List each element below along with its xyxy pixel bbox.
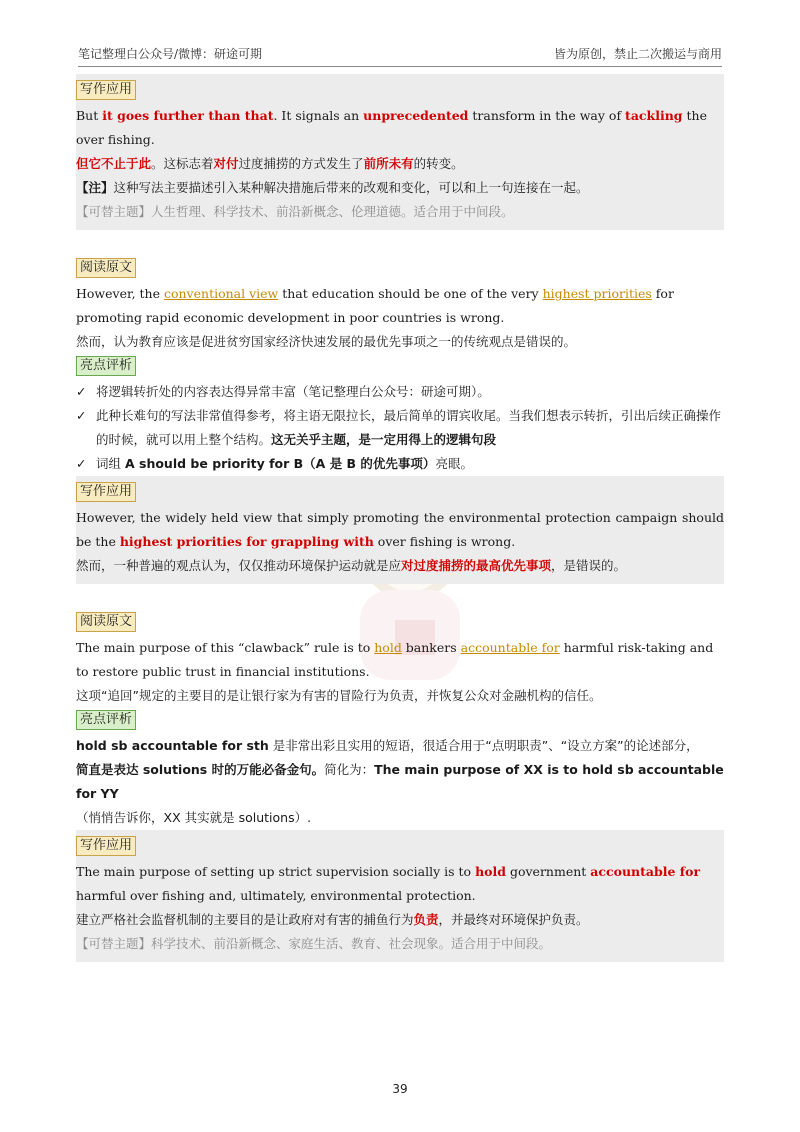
analysis-point: ✓ 将逻辑转折处的内容表达得异常丰富（笔记整理白公众号：研途可期）。	[76, 380, 724, 404]
section-tag: 亮点评析	[76, 356, 136, 376]
section-tag: 阅读原文	[76, 612, 136, 632]
chinese-translation: 建立严格社会监督机制的主要目的是让政府对有害的捕鱼行为负责，并最终对环境保护负责。	[76, 912, 589, 927]
section-tag: 写作应用	[76, 80, 136, 100]
header-left: 笔记整理白公众号/微博：研途可期	[78, 47, 263, 61]
section-tag: 写作应用	[76, 482, 136, 502]
analysis-line: （悄悄告诉你，XX 其实就是 solutions）.	[76, 810, 312, 825]
english-sentence: But it goes further than that. It signals an unprecedented transform in the way of tackling the over fishing.	[76, 108, 707, 147]
chinese-translation: 这项“追回”规定的主要目的是让银行家为有害的冒险行为负责，并恢复公众对金融机构的信任。	[76, 688, 602, 703]
section-tag: 阅读原文	[76, 258, 136, 278]
check-icon: ✓	[76, 456, 87, 471]
check-icon: ✓	[76, 384, 87, 399]
reading-original-block-2	[76, 610, 724, 708]
section-tag: 亮点评析	[76, 710, 136, 730]
writing-application-block-3	[76, 830, 724, 962]
check-icon: ✓	[76, 408, 87, 423]
highlight-analysis-block-2	[76, 708, 724, 830]
header-right: 皆为原创，禁止二次搬运与商用	[553, 47, 722, 61]
note-line: 【注】这种写法主要描述引入某种解决措施后带来的改观和变化，可以和上一句连接在一起。	[76, 180, 589, 195]
page-content	[76, 74, 724, 962]
analysis-line: 简直是表达 solutions 时的万能必备金句。简化为：The main purpose of XX is to hold sb accountable for YY	[76, 762, 724, 801]
page-header	[78, 38, 722, 67]
chinese-translation: 然而，认为教育应该是促进贫穷国家经济快速发展的最优先事项之一的传统观点是错误的。	[76, 334, 577, 349]
alternative-topics: 【可替主题】科学技术、前沿新概念、家庭生活、教育、社会现象。适合用于中间段。	[76, 936, 552, 951]
chinese-translation: 但它不止于此。这标志着对付过度捕捞的方式发生了前所未有的转变。	[76, 156, 464, 171]
analysis-point: ✓ 词组 A should be priority for B（A 是 B 的优先事项）亮眼。	[76, 452, 724, 476]
writing-application-block-1	[76, 74, 724, 230]
page-number: 39	[392, 1082, 408, 1096]
english-sentence: However, the widely held view that simply promoting the environmental protection campaign should be the highest priorities for grappling with over fishing is wrong.	[76, 510, 724, 549]
analysis-point: ✓ 此种长难句的写法非常值得参考，将主语无限拉长，最后简单的谓宾收尾。当我们想表示转折，引出后续正确操作的时候，就可以用上整个结构。这无关乎主题，是一定用得上的逻辑句段	[76, 404, 724, 452]
english-sentence: The main purpose of this “clawback” rule is to hold bankers accountable for harmful risk-taking and to restore public trust in financial institutions.	[76, 640, 714, 679]
writing-application-block-2	[76, 476, 724, 584]
section-tag: 写作应用	[76, 836, 136, 856]
english-sentence: The main purpose of setting up strict supervision socially is to hold government accountable for harmful over fishing and, ultimately, environmental protection.	[76, 864, 701, 903]
highlight-analysis-block-1	[76, 354, 724, 476]
alternative-topics: 【可替主题】人生哲理、科学技术、前沿新概念、伦理道德。适合用于中间段。	[76, 204, 514, 219]
analysis-line: hold sb accountable for sth 是非常出彩且实用的短语，很适合用于“点明职责”、“设立方案”的论述部分，	[76, 738, 699, 753]
english-sentence: However, the conventional view that education should be one of the very highest priorities for promoting rapid economic development in poor countries is wrong.	[76, 286, 674, 325]
chinese-translation: 然而，一种普遍的观点认为，仅仅推动环境保护运动就是应对过度捕捞的最高优先事项，是错误的。	[76, 558, 627, 573]
reading-original-block-1	[76, 256, 724, 354]
